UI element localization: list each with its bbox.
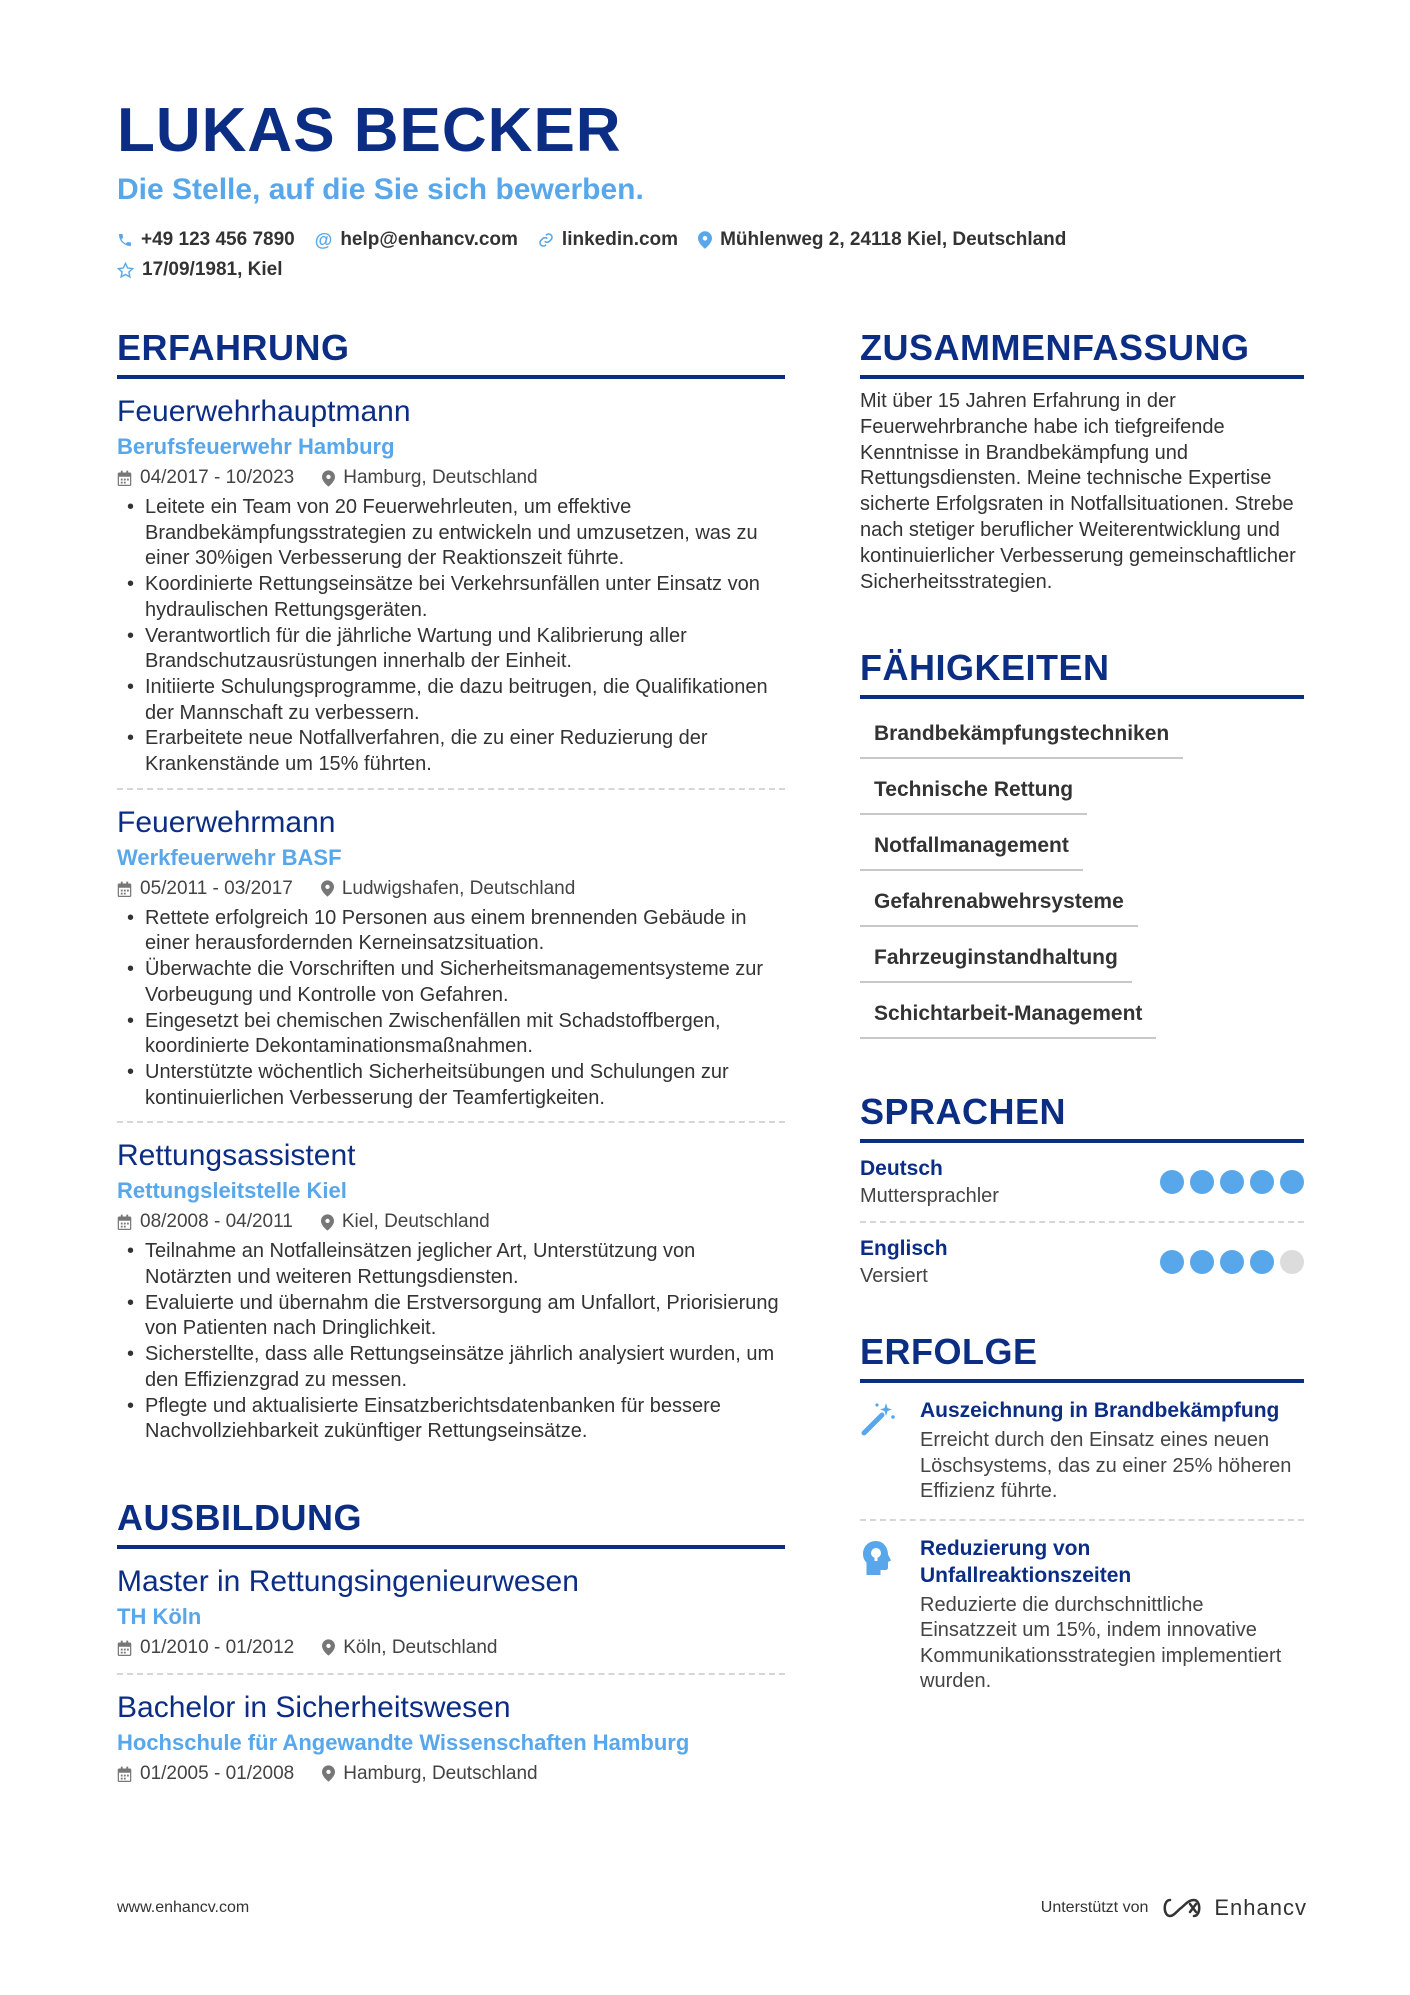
bullet-item: • Überwachte die Vorschriften und Sicherheitsmanagementsysteme zur Vorbeugung und Kontrolle von Gefahren. — [117, 957, 785, 1008]
achievement-title: Reduzierung von Unfallreaktionszeiten — [920, 1536, 1132, 1587]
phone-text: +49 123 456 7890 — [141, 229, 295, 250]
job-company: Berufsfeuerwehr Hamburg — [117, 434, 395, 459]
calendar-icon — [117, 881, 132, 897]
skill-item — [860, 933, 1304, 989]
rating-dot — [1190, 1170, 1214, 1194]
powered-by-text: Unterstützt von — [1040, 1899, 1149, 1916]
edu-school: TH Köln — [117, 1603, 202, 1629]
job-location-text: Kiel, Deutschland — [341, 1211, 490, 1233]
rating-dot — [1280, 1250, 1304, 1274]
skill-label: Technische Rettung — [860, 765, 1087, 815]
footer-powered — [1041, 1895, 1307, 1921]
skills-list — [860, 709, 1304, 1045]
resume-header — [117, 95, 1307, 285]
job-dates — [117, 874, 293, 904]
bullet-item: • Rettete erfolgreich 10 Personen aus einem brennenden Gebäude in einer herausfordernden Kerneinsatzsituation. — [117, 906, 785, 957]
language-rating — [1154, 1170, 1304, 1194]
candidate-name: LUKAS BECKER — [117, 96, 622, 165]
left-column — [117, 325, 785, 1799]
skill-label: Gefahrenabwehrsysteme — [860, 877, 1138, 927]
language-name: Deutsch — [860, 1157, 943, 1181]
language-level: Versiert — [860, 1265, 928, 1288]
bullet-item: • Unterstützte wöchentlich Sicherheitsübungen und Schulungen zur kontinuierlichen Verbesserung der Teamfertigkeiten. — [117, 1060, 785, 1111]
magic-wand-icon — [860, 1397, 920, 1505]
experience-item — [117, 379, 785, 790]
job-bullets — [117, 1239, 785, 1445]
edu-dates — [117, 1633, 294, 1663]
job-dates-text: 04/2017 - 10/2023 — [140, 467, 295, 488]
achievement-item — [860, 1521, 1304, 1709]
languages-title: SPRACHEN — [860, 1089, 1304, 1143]
job-company: Rettungsleitstelle Kiel — [117, 1178, 347, 1204]
calendar-icon — [117, 1214, 132, 1230]
language-rating — [1154, 1250, 1304, 1274]
edu-location-text: Köln, Deutschland — [343, 1636, 498, 1658]
edu-meta — [117, 1759, 785, 1789]
bullet-item: • Evaluierte und übernahm die Erstversorgung am Unfallort, Priorisierung von Patienten nach Dringlichkeit. — [117, 1291, 785, 1342]
enhancv-logo-icon — [1160, 1896, 1206, 1920]
edu-meta — [117, 1633, 785, 1663]
brand-name: Enhancv — [1214, 1895, 1307, 1920]
contact-linkedin[interactable] — [538, 225, 678, 255]
job-location — [322, 463, 537, 493]
edu-dates — [117, 1759, 294, 1789]
edu-dates-text: 01/2010 - 01/2012 — [140, 1636, 295, 1658]
birth-text: 17/09/1981, Kiel — [142, 259, 283, 280]
rating-dot — [1160, 1170, 1184, 1194]
bullet-item: • Koordinierte Rettungseinsätze bei Verkehrsunfällen unter Einsatz von hydraulischen Rettungsgeräten. — [117, 572, 785, 623]
job-meta — [117, 1207, 785, 1237]
footer-website[interactable]: www.enhancv.com — [117, 1899, 250, 1916]
summary-text: Mit über 15 Jahren Erfahrung in der Feuerwehrbranche habe ich tiefgreifende Kenntnisse in Brandbekämpfung und Rettungsdiensten. Meine technische Expertise sicherte Erfolgsraten in Notfallsituationen. Strebe nach stetiger beruflicher Weiterentwicklung und kontinuierlicher Verbesserung gemeinschaftlicher Sicherheitsstrategien. — [860, 390, 1296, 593]
job-dates-text: 08/2008 - 04/2011 — [140, 1211, 293, 1233]
edu-location — [322, 1633, 497, 1663]
contact-email[interactable] — [315, 225, 518, 255]
language-item — [860, 1143, 1304, 1223]
location-pin-icon — [698, 231, 712, 249]
bullet-item: • Pflegte und aktualisierte Einsatzberichtsdatenbanken für bessere Nachvollziehbarkeit zukünftiger Rettungseinsätze. — [117, 1394, 785, 1445]
language-name: Englisch — [860, 1237, 948, 1261]
language-text — [860, 1155, 999, 1209]
job-tagline: Die Stelle, auf die Sie sich bewerben. — [117, 173, 644, 206]
rating-dot — [1250, 1170, 1274, 1194]
achievement-item — [860, 1383, 1304, 1521]
bullet-item: • Eingesetzt bei chemischen Zwischenfällen mit Schadstoffbergen, koordinierte Dekontaminationsmaßnahmen. — [117, 1009, 785, 1060]
bullet-item: • Initiierte Schulungsprogramme, die dazu beitrugen, die Qualifikationen der Mannschaft zu verbessern. — [117, 675, 785, 726]
rating-dot — [1190, 1250, 1214, 1274]
edu-degree: Bachelor in Sicherheitswesen — [117, 1690, 511, 1724]
contact-birth — [117, 255, 283, 285]
skill-label: Brandbekämpfungstechniken — [860, 709, 1183, 759]
achievement-content — [920, 1397, 1304, 1505]
location-pin-icon — [322, 470, 335, 487]
rating-dot — [1220, 1250, 1244, 1274]
rating-dot — [1280, 1170, 1304, 1194]
skill-item — [860, 765, 1304, 821]
contact-info — [117, 225, 1217, 285]
education-item — [117, 1549, 785, 1675]
location-pin-icon — [322, 1639, 335, 1656]
star-icon — [117, 262, 134, 279]
skill-item — [860, 821, 1304, 877]
achievement-desc: Reduzierte die durchschnittliche Einsatzzeit um 15%, indem innovative Kommunikationsstrategien implementiert wurden. — [920, 1593, 1282, 1693]
location-pin-icon — [322, 1765, 335, 1782]
achievement-desc: Erreicht durch den Einsatz eines neuen Löschsystems, das zu einer 25% höheren Effizienz führte. — [920, 1429, 1292, 1503]
phone-icon — [117, 232, 133, 248]
achievement-content — [920, 1535, 1304, 1695]
job-meta — [117, 874, 785, 904]
education-item — [117, 1675, 785, 1799]
edu-school: Hochschule für Angewandte Wissenschaften Hamburg — [117, 1729, 690, 1755]
page-footer — [117, 1895, 1307, 1921]
bullet-item: • Teilnahme an Notfalleinsätzen jeglicher Art, Unterstützung von Notärzten und weiteren Rettungsdiensten. — [117, 1239, 785, 1290]
job-dates — [117, 463, 294, 493]
language-level: Muttersprachler — [860, 1185, 999, 1208]
job-location — [321, 874, 575, 904]
summary-title: ZUSAMMENFASSUNG — [860, 325, 1304, 379]
job-location — [321, 1207, 490, 1237]
job-bullets — [117, 495, 785, 778]
edu-location — [322, 1759, 537, 1789]
link-icon — [538, 232, 554, 248]
achievements-title: ERFOLGE — [860, 1329, 1304, 1383]
bullet-item: • Leitete ein Team von 20 Feuerwehrleuten, um effektive Brandbekämpfungsstrategien zu entwickeln und umzusetzen, was zu einer 30%igen Verbesserung der Reaktionszeit führte. — [117, 495, 785, 572]
experience-item — [117, 1123, 785, 1455]
skill-label: Notfallmanagement — [860, 821, 1083, 871]
experience-title: ERFAHRUNG — [117, 325, 785, 379]
calendar-icon — [117, 1766, 132, 1782]
calendar-icon — [117, 1640, 132, 1656]
edu-dates-text: 01/2005 - 01/2008 — [140, 1762, 295, 1784]
job-meta — [117, 463, 785, 493]
skills-title: FÄHIGKEITEN — [860, 645, 1304, 699]
linkedin-text[interactable]: linkedin.com — [561, 229, 679, 250]
calendar-icon — [117, 470, 132, 486]
rating-dot — [1250, 1250, 1274, 1274]
head-idea-icon — [860, 1535, 920, 1695]
experience-item — [117, 790, 785, 1124]
job-location-text: Hamburg, Deutschland — [343, 467, 538, 488]
contact-address — [698, 225, 1066, 255]
address-text: Mühlenweg 2, 24118 Kiel, Deutschland — [720, 229, 1067, 250]
language-text — [860, 1235, 948, 1289]
achievement-title: Auszeichnung in Brandbekämpfung — [920, 1399, 1280, 1423]
job-role: Feuerwehrmann — [117, 805, 336, 839]
edu-location-text: Hamburg, Deutschland — [343, 1762, 538, 1784]
bullet-item: • Verantwortlich für die jährliche Wartung und Kalibrierung aller Brandschutzausrüstungen innerhalb der Einheit. — [117, 624, 785, 675]
job-role: Feuerwehrhauptmann — [117, 395, 411, 428]
skill-item — [860, 989, 1304, 1045]
edu-degree: Master in Rettungsingenieurwesen — [117, 1564, 579, 1598]
job-location-text: Ludwigshafen, Deutschland — [341, 877, 576, 899]
location-pin-icon — [321, 1214, 334, 1231]
right-column — [860, 325, 1304, 1709]
job-role: Rettungsassistent — [117, 1139, 356, 1173]
job-dates-text: 05/2011 - 03/2017 — [140, 877, 293, 899]
job-dates — [117, 1207, 293, 1237]
bullet-item: • Sicherstellte, dass alle Rettungseinsätze jährlich analysiert wurden, um den Effizienzgrad zu messen. — [117, 1342, 785, 1393]
skill-item — [860, 877, 1304, 933]
education-title: AUSBILDUNG — [117, 1495, 785, 1549]
enhancv-logo[interactable] — [1160, 1895, 1307, 1921]
email-text[interactable]: help@enhancv.com — [340, 229, 518, 250]
rating-dot — [1220, 1170, 1244, 1194]
at-icon: @ — [314, 229, 333, 250]
job-bullets — [117, 906, 785, 1112]
bullet-item: • Erarbeitete neue Notfallverfahren, die zu einer Reduzierung der Krankenstände um 15% führten. — [117, 726, 785, 777]
contact-phone — [117, 225, 295, 255]
language-item — [860, 1223, 1304, 1301]
job-company: Werkfeuerwehr BASF — [117, 844, 342, 870]
skill-label: Schichtarbeit-Management — [860, 989, 1156, 1039]
skill-item — [860, 709, 1304, 765]
rating-dot — [1160, 1250, 1184, 1274]
skill-label: Fahrzeuginstandhaltung — [860, 933, 1132, 983]
location-pin-icon — [321, 880, 334, 897]
